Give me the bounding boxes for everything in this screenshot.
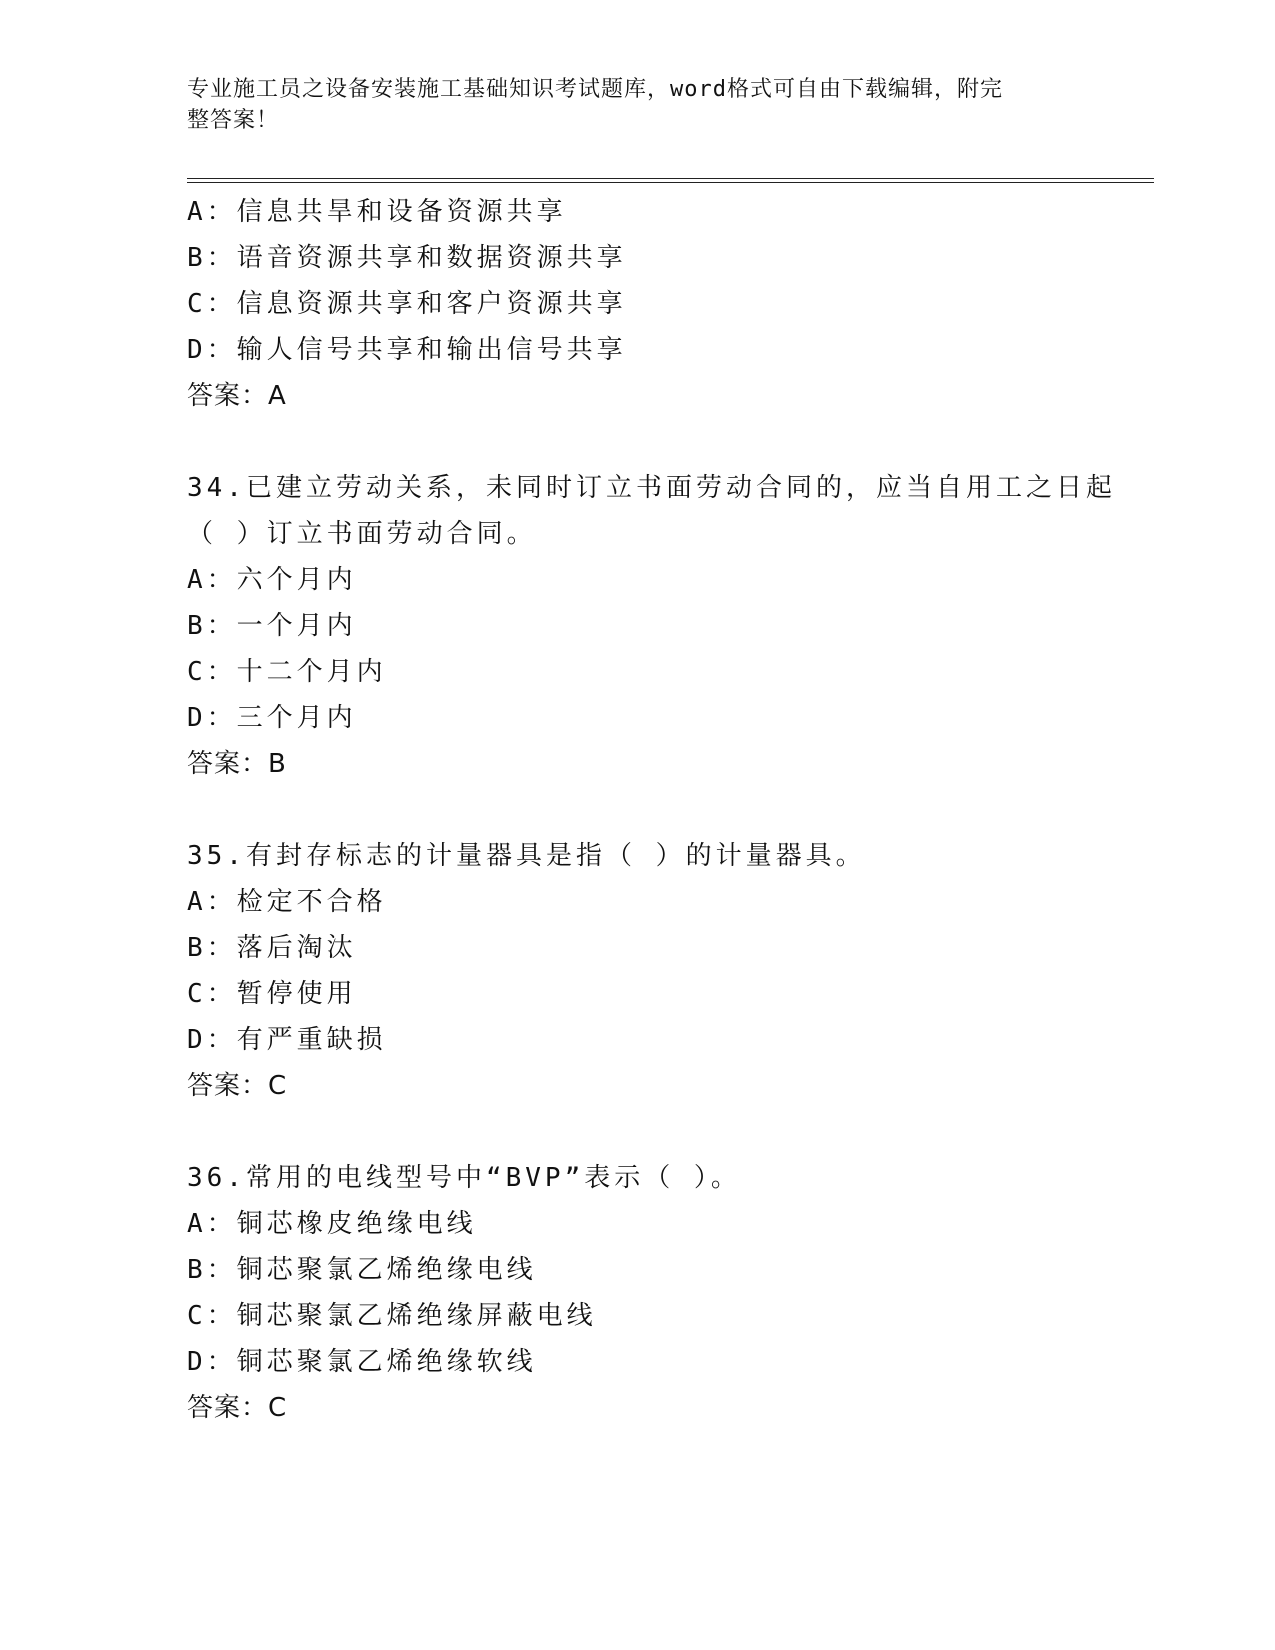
option-a: A：铜芯橡皮绝缘电线 <box>187 1209 477 1239</box>
option-c: C：暂停使用 <box>187 979 357 1009</box>
option-c: C：铜芯聚氯乙烯绝缘屏蔽电线 <box>187 1301 597 1331</box>
question-35 <box>187 833 1087 1109</box>
question-34 <box>187 465 1116 787</box>
document-header <box>187 74 1067 136</box>
option-a: A：检定不合格 <box>187 887 387 917</box>
option-a: A：信息共旱和设备资源共享 <box>187 197 567 227</box>
answer-line: 答案：C <box>187 1393 288 1423</box>
spacer <box>187 787 1087 833</box>
header-line-2: 整答案！ <box>187 108 280 133</box>
question-list <box>187 189 1116 1431</box>
spacer <box>187 1109 1087 1155</box>
answer-line: 答案：C <box>187 1071 288 1101</box>
option-b: B：落后淘汰 <box>187 933 357 963</box>
question-36 <box>187 1155 1087 1431</box>
question-stem: 35.有封存标志的计量器具是指（ ）的计量器具。 <box>187 841 866 871</box>
answer-line: 答案：A <box>187 381 287 411</box>
question-stem: 34.已建立劳动关系，未同时订立书面劳动合同的，应当自用工之日起 <box>187 473 1116 503</box>
option-c: C：十二个月内 <box>187 657 387 687</box>
question-block-continued <box>187 189 1087 419</box>
spacer <box>187 419 1087 465</box>
answer-line: 答案：B <box>187 749 287 779</box>
header-divider <box>187 178 1154 183</box>
option-d: D：有严重缺损 <box>187 1025 387 1055</box>
option-b: B：语音资源共享和数据资源共享 <box>187 243 627 273</box>
option-d: D：三个月内 <box>187 703 357 733</box>
option-b: B：一个月内 <box>187 611 357 641</box>
header-line-1: 专业施工员之设备安装施工基础知识考试题库，word格式可自由下载编辑，附完 <box>187 77 1003 102</box>
option-d: D：铜芯聚氯乙烯绝缘软线 <box>187 1347 537 1377</box>
question-stem: 36.常用的电线型号中“BVP”表示（ ）。 <box>187 1163 741 1193</box>
option-c: C：信息资源共享和客户资源共享 <box>187 289 627 319</box>
option-d: D：输人信号共享和输出信号共享 <box>187 335 627 365</box>
question-stem-continued: （ ）订立书面劳动合同。 <box>187 519 537 549</box>
option-a: A：六个月内 <box>187 565 357 595</box>
option-b: B：铜芯聚氯乙烯绝缘电线 <box>187 1255 537 1285</box>
